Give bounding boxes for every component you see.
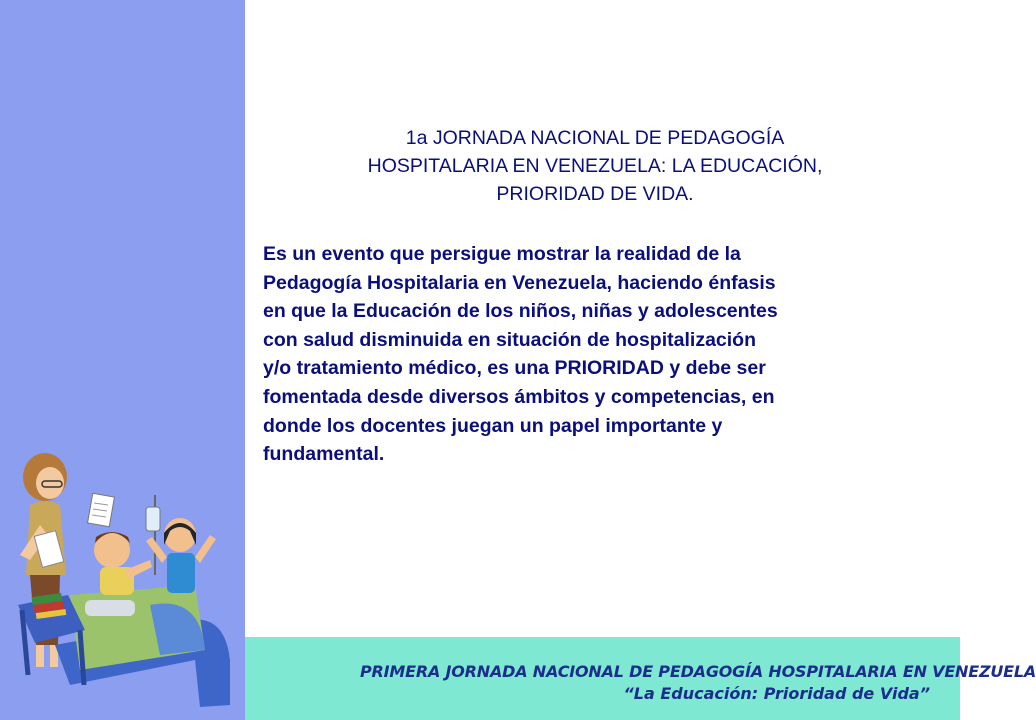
title-line: HOSPITALARIA EN VENEZUELA: LA EDUCACIÓN,	[367, 155, 823, 177]
body-line: fomentada desde diversos ámbitos y competencias, en	[263, 385, 775, 408]
body-line: Es un evento que persigue mostrar la realidad de la	[263, 243, 741, 265]
footer-event-name: PRIMERA JORNADA NACIONAL DE PEDAGOGÍA HOSPITALARIA EN VENEZUELA	[360, 662, 1036, 681]
hospital-classroom-illustration	[0, 445, 245, 720]
slide-body-text	[263, 240, 913, 469]
body-line: fundamental.	[263, 443, 385, 466]
body-line: en que la Educación de los niños, niñas y adolescentes	[263, 300, 778, 323]
body-line: Pedagogía Hospitalaria en Venezuela, haciendo énfasis	[263, 271, 776, 294]
body-line: y/o tratamiento médico, es una PRIORIDAD y debe ser	[263, 357, 766, 380]
child-patient-figure	[94, 532, 152, 595]
body-line: donde los docentes juegan un papel importante y	[263, 414, 723, 437]
papers-icon	[88, 493, 115, 526]
title-line: PRIORIDAD DE VIDA.	[496, 183, 694, 205]
title-line: 1a JORNADA NACIONAL DE PEDAGOGÍA	[405, 127, 785, 149]
footer-slogan: “La Educación: Prioridad de Vida”	[623, 684, 930, 703]
body-line: con salud disminuida en situación de hospitalización	[263, 328, 756, 351]
slide-title	[270, 124, 920, 208]
